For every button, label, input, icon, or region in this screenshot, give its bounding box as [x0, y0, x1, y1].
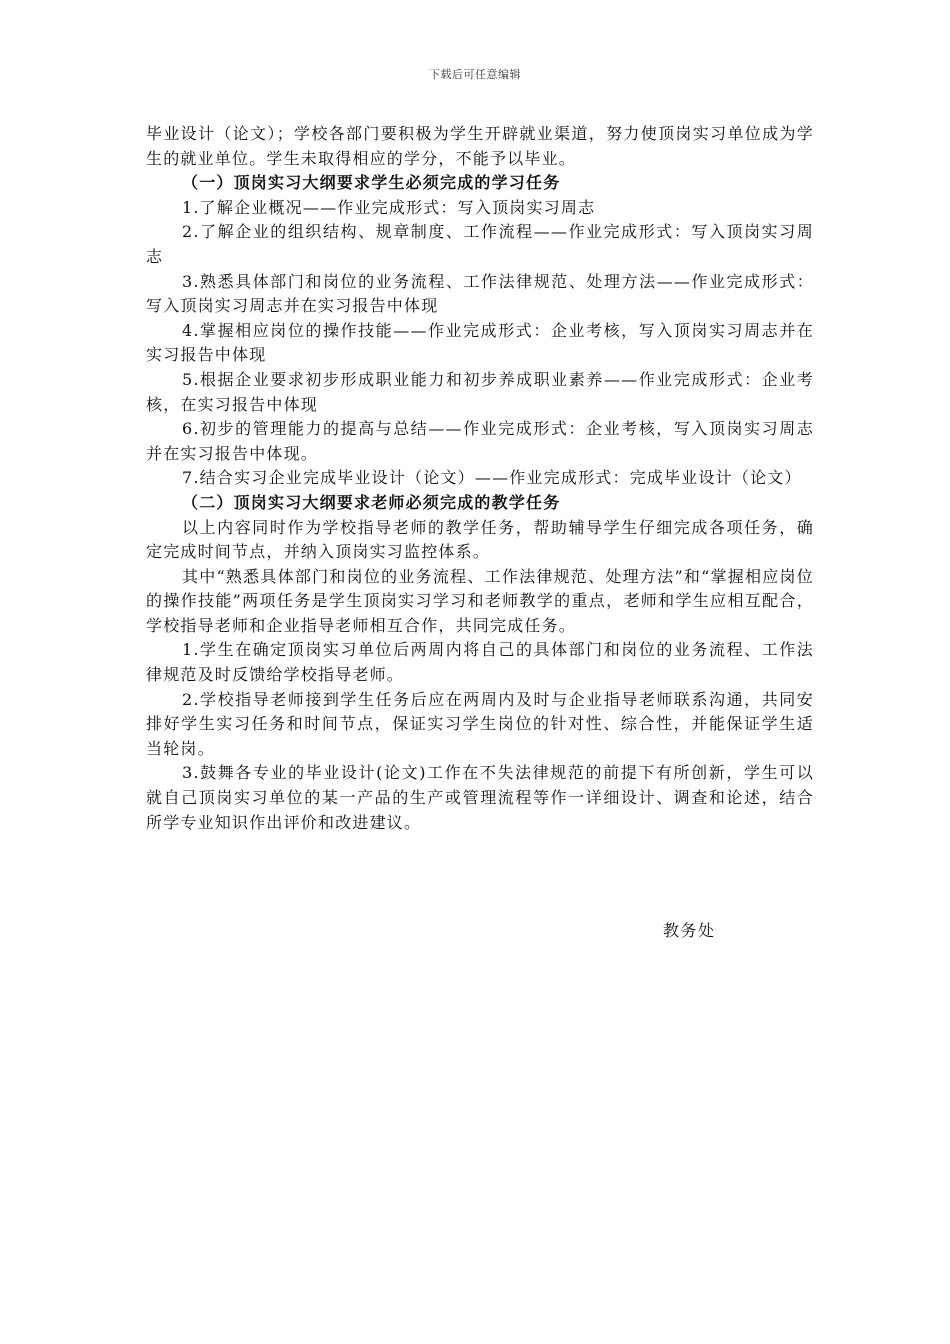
- page-header: 下载后可任意编辑: [429, 68, 521, 81]
- section1-item-6: 6.初步的管理能力的提高与总结——作业完成形式：企业考核，写入顶岗实习周志并在实习报告中体现。: [146, 419, 814, 463]
- section1-item-1: 1.了解企业概况——作业完成形式：写入顶岗实习周志: [182, 197, 596, 217]
- section2-paragraph-2: 其中“熟悉具体部门和岗位的业务流程、工作法律规范、处理方法”和“掌握相应岗位的操作技能”两项任务是学生顶岗实习学习和老师教学的重点，老师和学生应相互配合，学校指导老师和企业指导老师相互合作，共同完成任务。: [146, 566, 814, 635]
- signature-office: 教务处: [663, 921, 716, 940]
- section1-item-7: 7.结合实习企业完成毕业设计（论文）——作业完成形式：完成毕业设计（论文）: [182, 468, 802, 488]
- section2-paragraph-1: 以上内容同时作为学校指导老师的教学任务，帮助辅导学生仔细完成各项任务，确定完成时间节点，并纳入顶岗实习监控体系。: [146, 517, 814, 562]
- section2-item-3: 3.鼓舞各专业的毕业设计(论文)工作在不失法律规范的前提下有所创新，学生可以就自己顶岗实习单位的某一产品的生产或管理流程等作一详细设计、调查和论述，结合所学专业知识作出评价和改进建议。: [146, 763, 814, 832]
- section1-item-3: 3.熟悉具体部门和岗位的业务流程、工作法律规范、处理方法——作业完成形式：写入顶岗实习周志并在实习报告中体现: [146, 271, 814, 316]
- section2-heading: （二）顶岗实习大纲要求老师必须完成的教学任务: [182, 492, 561, 512]
- section2-item-1: 1.学生在确定顶岗实习单位后两周内将自己的具体部门和岗位的业务流程、工作法律规范及时反馈给学校指导老师。: [146, 640, 814, 685]
- section2-item-2: 2.学校指导老师接到学生任务后应在两周内及时与企业指导老师联系沟通，共同安排好学生实习任务和时间节点，保证实习学生岗位的针对性、综合性，并能保证学生适当轮岗。: [146, 689, 814, 758]
- intro-paragraph: 毕业设计（论文）；学校各部门要积极为学生开辟就业渠道，努力使顶岗实习单位成为学生的就业单位。学生未取得相应的学分，不能予以毕业。: [146, 124, 814, 168]
- section1-item-2: 2.了解企业的组织结构、规章制度、工作流程——作业完成形式：写入顶岗实习周志: [146, 222, 814, 266]
- section1-item-4: 4.掌握相应岗位的操作技能——作业完成形式：企业考核，写入顶岗实习周志并在实习报告中体现: [146, 320, 814, 365]
- section1-heading: （一）顶岗实习大纲要求学生必须完成的学习任务: [182, 173, 561, 193]
- section1-item-5: 5.根据企业要求初步形成职业能力和初步养成职业素养——作业完成形式：企业考核，在实习报告中体现: [146, 369, 814, 414]
- document-body: [146, 122, 814, 835]
